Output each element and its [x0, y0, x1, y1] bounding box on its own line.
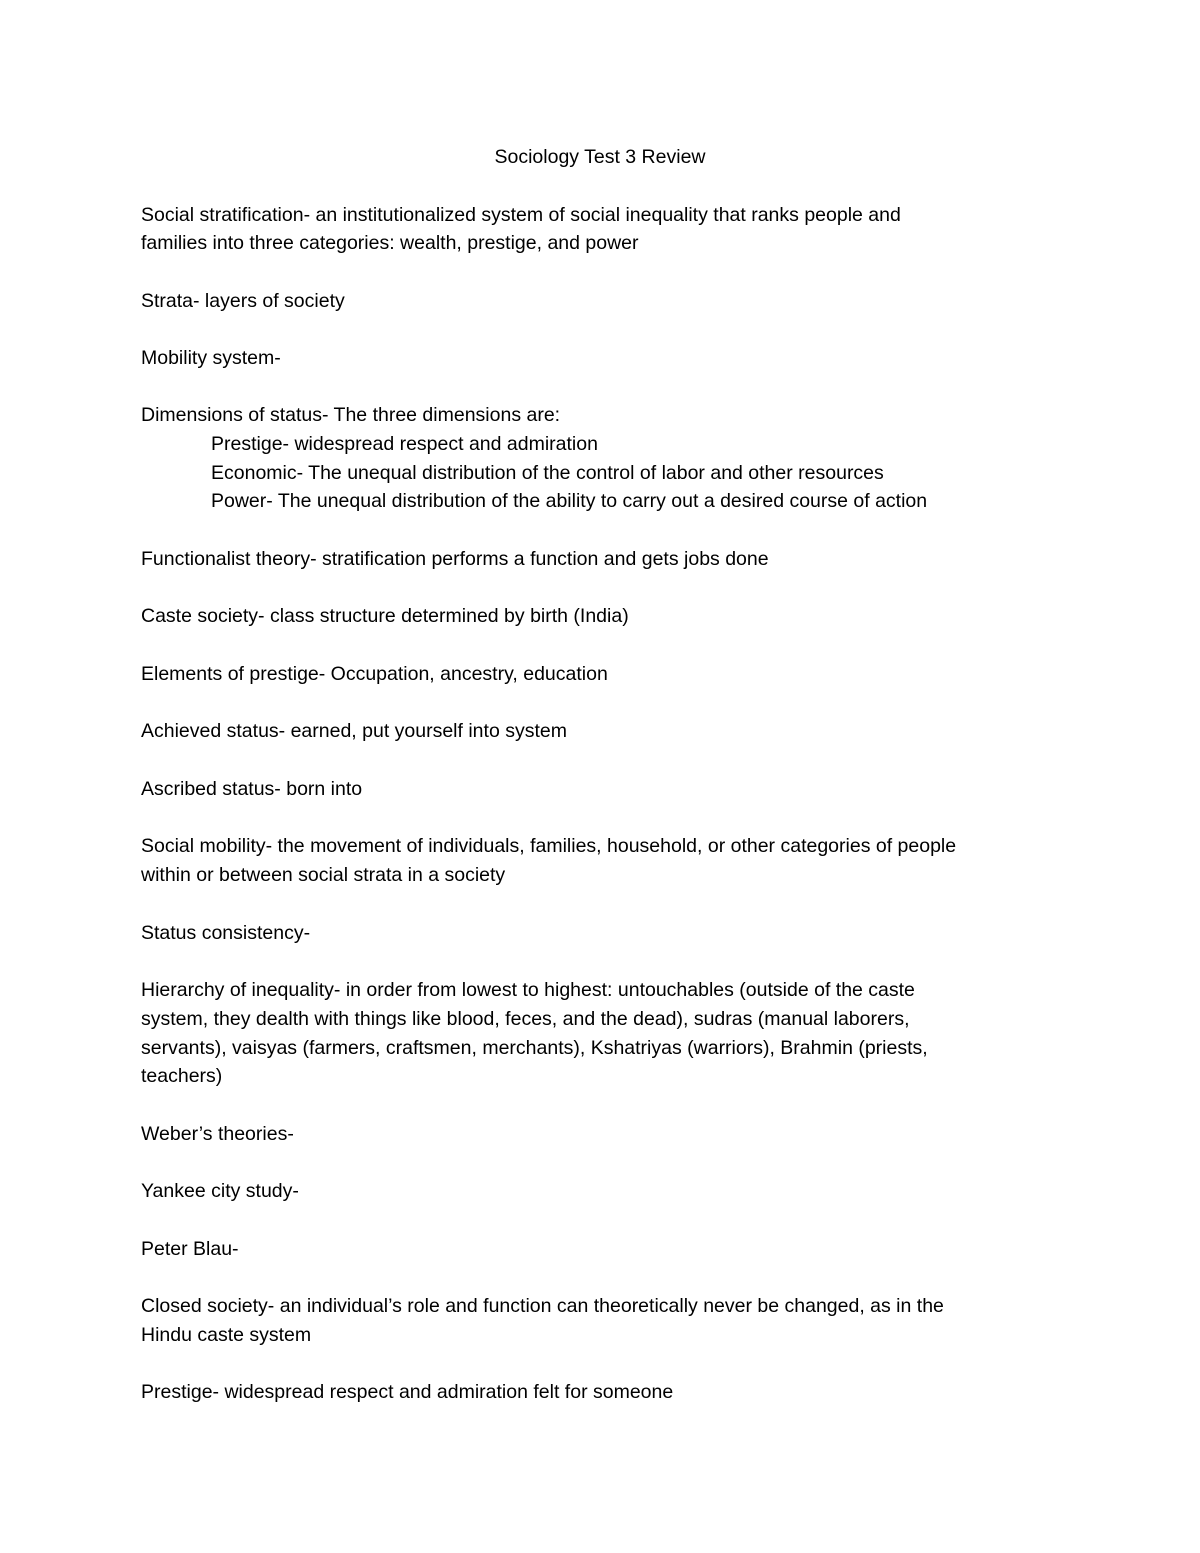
- hierarchy-of-inequality-line-1: Hierarchy of inequality- in order from lowest to highest: untouchables (outside of the caste: [141, 979, 915, 1001]
- yankee-city-study-definition: Yankee city study-: [141, 1180, 299, 1202]
- elements-of-prestige-definition: Elements of prestige- Occupation, ancestry, education: [141, 663, 608, 685]
- power-dimension: Power- The unequal distribution of the ability to carry out a desired course of action: [211, 490, 928, 512]
- ascribed-status-definition: Ascribed status- born into: [141, 778, 363, 800]
- economic-dimension: Economic- The unequal distribution of the control of labor and other resources: [211, 462, 884, 484]
- prestige-dimension: Prestige- widespread respect and admiration: [211, 433, 598, 455]
- hierarchy-of-inequality-line-2: system, they dealth with things like blood, feces, and the dead), sudras (manual laborers,: [141, 1008, 910, 1030]
- document-title: Sociology Test 3 Review: [494, 146, 706, 168]
- caste-society-definition: Caste society- class structure determined by birth (India): [141, 605, 629, 627]
- mobility-system-definition: Mobility system-: [141, 347, 281, 369]
- hierarchy-of-inequality-line-4: teachers): [141, 1065, 223, 1087]
- peter-blau-definition: Peter Blau-: [141, 1238, 239, 1260]
- dimensions-of-status-heading: Dimensions of status- The three dimensions are:: [141, 404, 561, 426]
- closed-society-line-2: Hindu caste system: [141, 1324, 312, 1346]
- social-stratification-line-2: families into three categories: wealth, prestige, and power: [141, 232, 639, 254]
- strata-definition: Strata- layers of society: [141, 290, 345, 312]
- hierarchy-of-inequality-line-3: servants), vaisyas (farmers, craftsmen, merchants), Kshatriyas (warriors), Brahmin (priests,: [141, 1037, 928, 1059]
- functionalist-theory-definition: Functionalist theory- stratification performs a function and gets jobs done: [141, 548, 769, 570]
- social-mobility-line-2: within or between social strata in a society: [141, 864, 506, 886]
- achieved-status-definition: Achieved status- earned, put yourself into system: [141, 720, 567, 742]
- webers-theories-definition: Weber’s theories-: [141, 1123, 294, 1145]
- social-stratification-line-1: Social stratification- an institutionalized system of social inequality that ranks people and: [141, 204, 901, 226]
- social-mobility-line-1: Social mobility- the movement of individuals, families, household, or other categories of people: [141, 835, 957, 857]
- prestige-definition: Prestige- widespread respect and admiration felt for someone: [141, 1381, 674, 1403]
- closed-society-line-1: Closed society- an individual’s role and function can theoretically never be changed, as in the: [141, 1295, 944, 1317]
- status-consistency-definition: Status consistency-: [141, 922, 311, 944]
